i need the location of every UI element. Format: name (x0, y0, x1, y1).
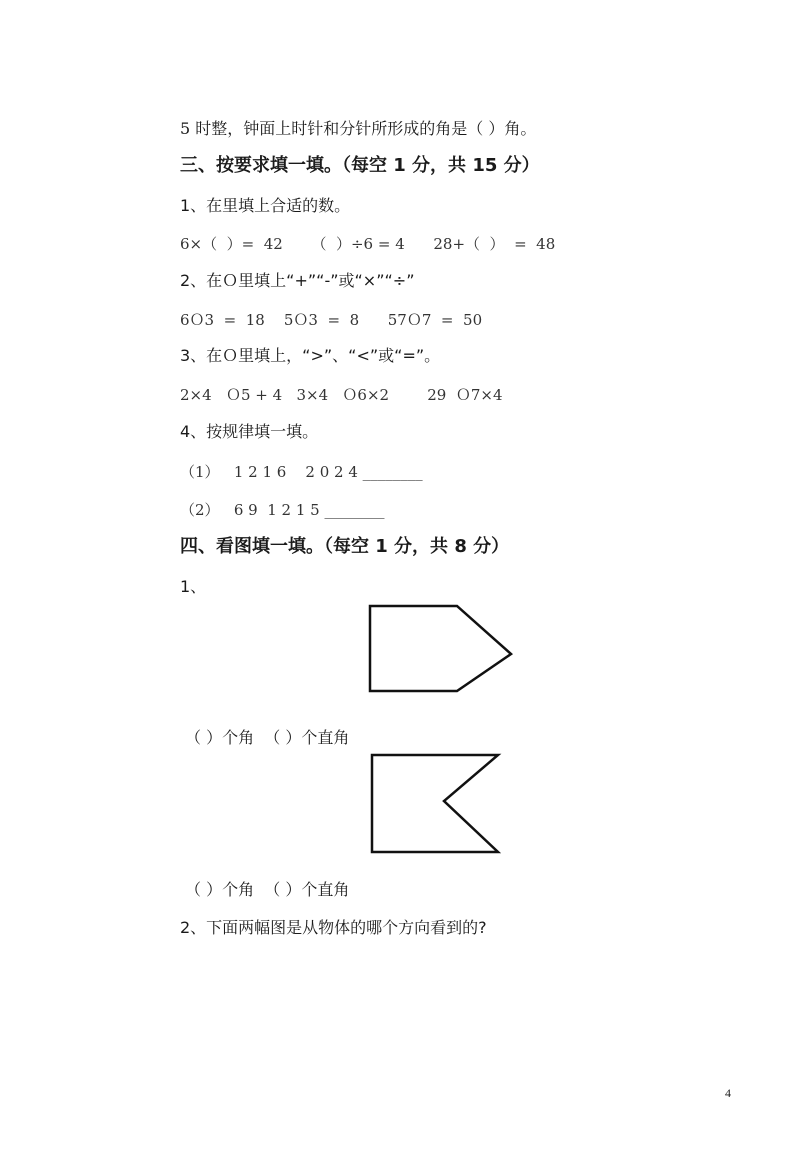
section-3-heading: 三、按要求填一填。（每空 1 分，共 15 分） (180, 155, 540, 176)
question-4-pattern-2: （2） 6 9 1 2 1 5 ________ (180, 501, 385, 519)
question-2-equations: 6Ｏ3 = 18 5Ｏ3 = 8 57Ｏ7 = 50 (180, 311, 483, 329)
section-4-question-2-title: 2、下面两幅图是从物体的哪个方向看到的? (180, 918, 487, 937)
question-1-equations: 6×（ ）= 42 （ ）÷6 = 4 28+（ ） = 48 (180, 235, 556, 253)
page-number: 4 (725, 1086, 731, 1100)
notched-flag-shape (362, 749, 512, 859)
question-3-equations: 2×4 Ｏ5 + 4 3×4 Ｏ6×2 29 Ｏ7×4 (180, 386, 503, 404)
section-4-question-1-label: 1、 (180, 577, 207, 596)
section-4-heading: 四、看图填一填。（每空 1 分，共 8 分） (180, 536, 510, 557)
clock-question: 5 时整，钟面上时针和分针所形成的角是（ ）角。 (180, 119, 537, 138)
pentagon-shape (360, 598, 520, 698)
shape-2-answer: （ ）个角 （ ）个直角 (185, 880, 350, 899)
question-4-title: 4、按规律填一填。 (180, 422, 319, 441)
question-3-title: 3、在Ｏ里填上，“>”、“<”或“=”。 (180, 346, 441, 365)
shape-1-answer: （ ）个角 （ ）个直角 (185, 728, 350, 747)
question-2-title: 2、在Ｏ里填上“+”“-”或“×”“÷” (180, 271, 415, 290)
question-4-pattern-1: （1） 1 2 1 6 2 0 2 4 ________ (180, 463, 423, 481)
question-1-title: 1、在里填上合适的数。 (180, 196, 351, 215)
